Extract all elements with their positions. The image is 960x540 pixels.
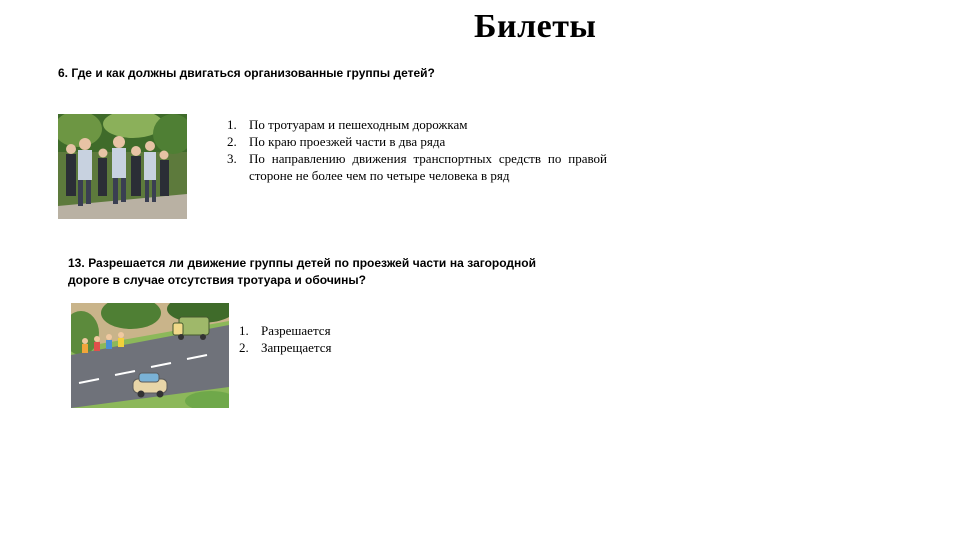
answer-number: 1. <box>239 323 249 338</box>
answer-number: 3. <box>227 151 237 166</box>
page-title: Билеты <box>474 8 597 45</box>
children-group-photo <box>58 114 187 219</box>
answer-option[interactable] <box>227 133 607 150</box>
answer-number: 1. <box>227 117 237 132</box>
answer-number: 2. <box>227 134 237 149</box>
answer-text: Запрещается <box>261 340 332 355</box>
question-13-answers <box>239 322 379 356</box>
answer-text: По направлению движения транспортных средств по правой стороне не более чем по четыре человека в ряд <box>249 151 607 183</box>
question-6-answers <box>227 116 607 184</box>
answer-option[interactable] <box>239 322 379 339</box>
answer-number: 2. <box>239 340 249 355</box>
country-road-illustration <box>71 303 229 408</box>
answer-option[interactable] <box>227 116 607 133</box>
question-13-text: 13. Разрешается ли движение группы детей по проезжей части на загородной дороге в случае отсутствия тротуара и обочины? <box>68 256 536 287</box>
answer-option[interactable] <box>239 339 379 356</box>
answer-option[interactable] <box>227 150 607 184</box>
question-6-text: 6. Где и как должны двигаться организованные группы детей? <box>58 66 435 80</box>
answer-text: По тротуарам и пешеходным дорожкам <box>249 117 468 132</box>
answer-text: По краю проезжей части в два ряда <box>249 134 446 149</box>
answer-text: Разрешается <box>261 323 331 338</box>
